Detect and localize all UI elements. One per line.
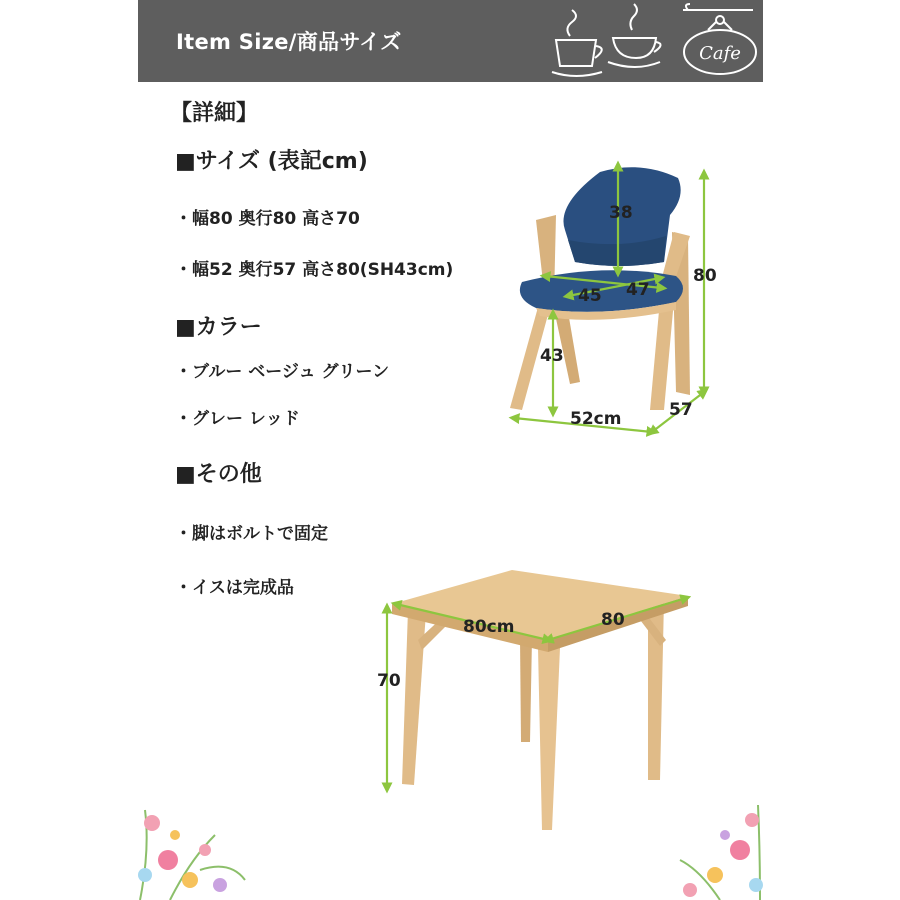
size-item-chair: ・幅52 奥行57 高さ80(SH43cm) [175, 260, 454, 280]
size-item-table: ・幅80 奥行80 高さ70 [175, 209, 360, 229]
cafe-badge-text: Cafe [699, 43, 741, 64]
color-item-1: ・ブルー ベージュ グリーン [175, 362, 390, 382]
chair-back-height-label: 38 [609, 203, 633, 223]
table-height-label: 70 [377, 671, 401, 691]
color-heading: ■カラー [175, 315, 262, 340]
chair-seat-height-label: 43 [540, 346, 564, 366]
other-item-2: ・イスは完成品 [175, 578, 294, 598]
table-depth-label: 80 [601, 610, 625, 630]
color-item-2: ・グレー レッド [175, 409, 300, 429]
other-heading: ■その他 [175, 462, 262, 487]
table-width-label: 80cm [463, 617, 515, 637]
chair-depth-label: 57 [669, 400, 693, 420]
size-heading: ■サイズ (表記cm) [175, 149, 368, 174]
chair-seat-width-label: 45 [578, 286, 602, 306]
chair-width-label: 52cm [570, 409, 622, 429]
details-heading: 【詳細】 [170, 101, 259, 126]
flower-decoration-right [680, 805, 763, 900]
flower-decoration-left [138, 810, 245, 900]
chair-seat-depth-label: 47 [626, 280, 650, 300]
table-illustration [392, 570, 688, 830]
chair-total-height-label: 80 [693, 266, 717, 286]
page-title: Item Size/商品サイズ [176, 30, 402, 54]
other-item-1: ・脚はボルトで固定 [175, 524, 328, 544]
